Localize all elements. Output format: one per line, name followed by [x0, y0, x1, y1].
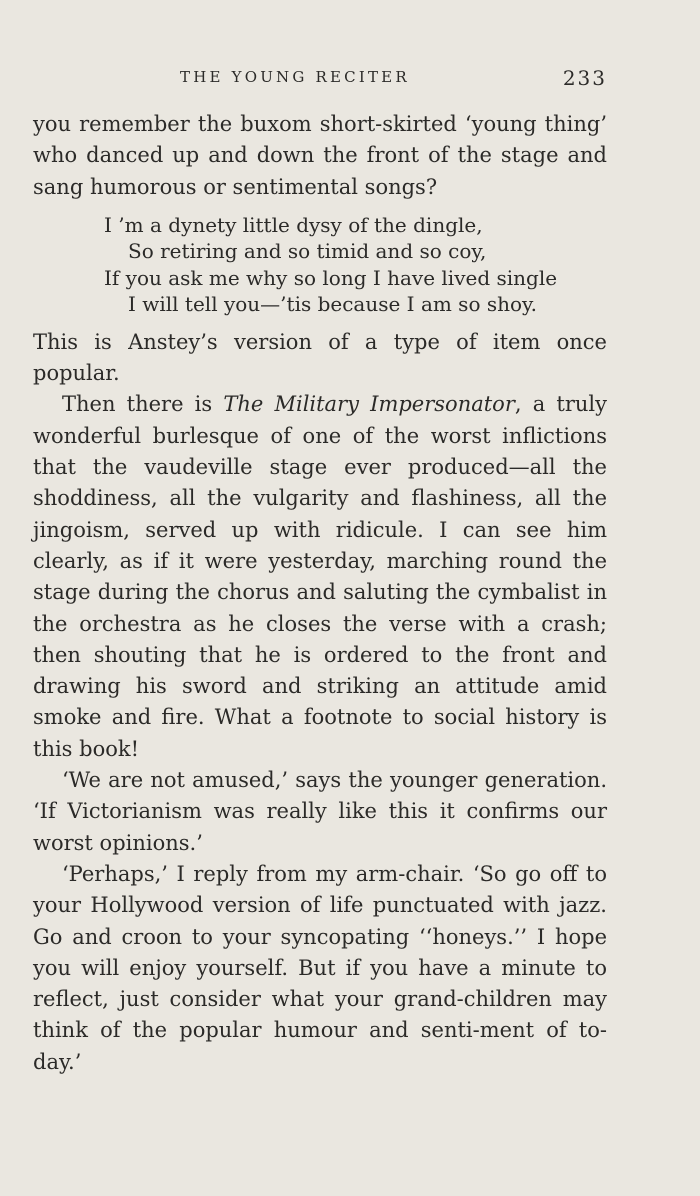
- paragraph-3-rest: , a truly wonderful burlesque of one of the worst inflictions that the vaudeville stage ever produced—all the shoddiness, all the vulgarity and flashiness, all the jingoism, served up with ridicule. I can see him clearly, as if it were yesterday, marching round the stage during the chorus and saluting the cymbalist in the orchestra as he closes the verse with a crash; then shouting that he is ordered to the front and drawing his sword and striking an attitude amid smoke and fire. What a footnote to social history is this book!: [33, 392, 607, 761]
- verse-line-2: So retiring and so timid and so coy,: [128, 239, 487, 264]
- verse-block: [104, 212, 607, 318]
- page-number: 233: [562, 66, 607, 90]
- paragraph-3-lead: Then there is: [62, 392, 224, 417]
- body-text: [33, 109, 607, 1078]
- verse-line-1: I ’m a dynety little dysy of the dingle,: [104, 212, 483, 237]
- paragraph-1: you remember the buxom short-skirted ‘young thing’ who danced up and down the front of the stage and sang humorous or sentimental songs?: [33, 112, 607, 199]
- paragraph-2: This is Anstey’s version of a type of item once popular.: [33, 329, 607, 386]
- book-title-italic: The Military Impersonator: [223, 392, 515, 417]
- page-header: [33, 68, 607, 94]
- paragraph-3: [33, 389, 607, 765]
- verse-line-4: I will tell you—’tis because I am so shoy.: [128, 292, 538, 317]
- running-head: THE YOUNG RECITER: [180, 68, 410, 86]
- verse-line-3: If you ask me why so long I have lived single: [104, 265, 558, 290]
- paragraph-5: ‘Perhaps,’ I reply from my arm-chair. ‘So go off to your Hollywood version of life punctuated with jazz. Go and croon to your syncopating ‘‘honeys.’’ I hope you will enjoy yourself. But if you have a minute to reflect, just consider what your grand-children may think of the popular humour and senti-ment of to-day.’: [33, 861, 607, 1074]
- paragraph-4: ‘We are not amused,’ says the younger generation. ‘If Victorianism was really like this it confirms our worst opinions.’: [33, 768, 607, 855]
